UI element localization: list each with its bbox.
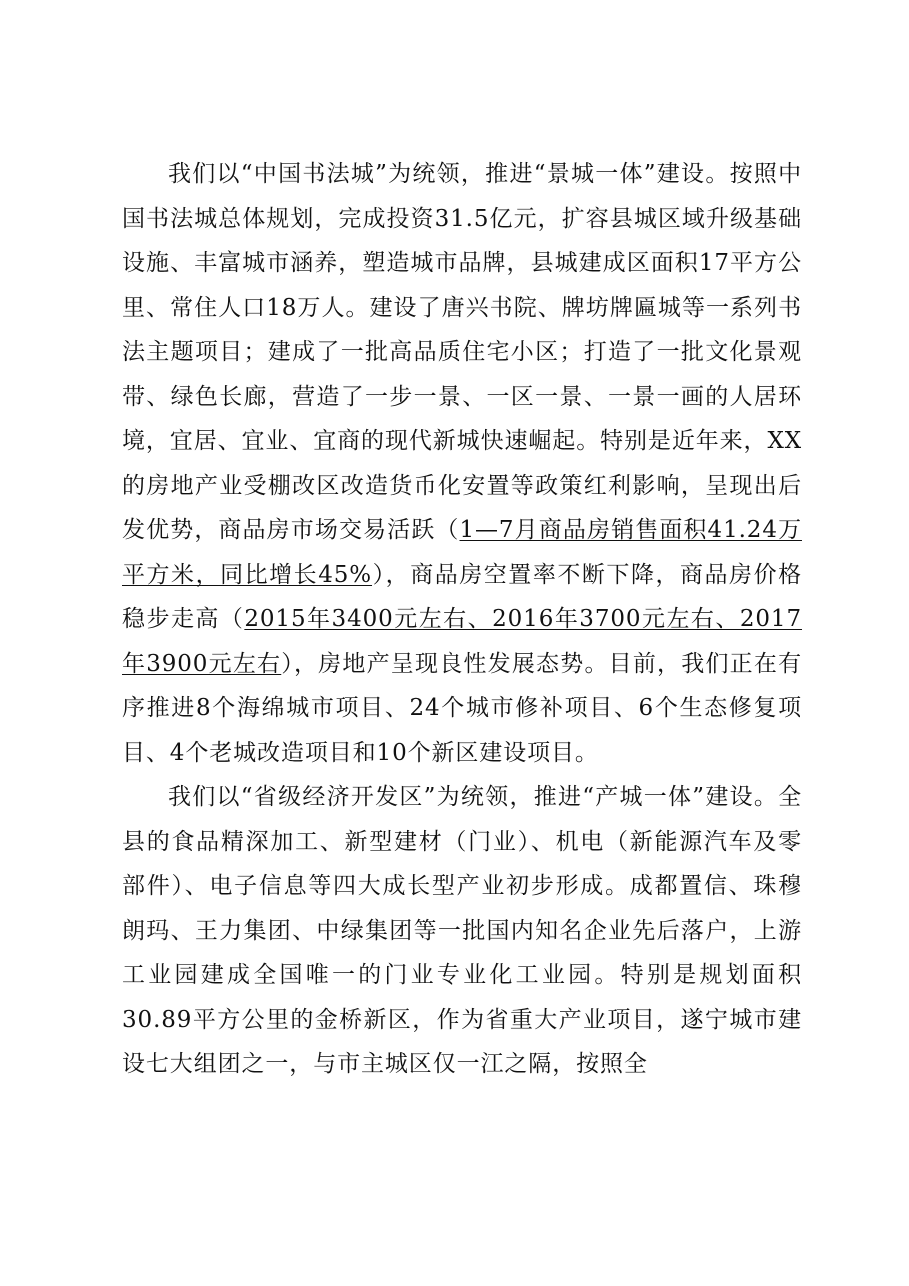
document-body [122,152,802,1087]
paragraph-text: ），商品房空置率不断下降，商品房价格稳步走高（ [122,561,802,632]
paragraph-text: 我们以“中国书法城”为统领，推进“景城一体”建设。按照中国书法城总体规划，完成投资31.5亿元，扩容县城区域升级基础设施、丰富城市涵养，塑造城市品牌，县城建成区面积17平方公里、常住人口18万人。建设了唐兴书院、牌坊牌匾城等一系列书法主题项目；建成了一批高品质住宅小区；打造了一批文化景观带、绿色长廊，营造了一步一景、一区一景、一景一画的人居环境，宜居、宜业、宜商的现代新城快速崛起。特别是近年来，XX的房地产业受棚改区改造货币化安置等政策红利影响，呈现出后发优势，商品房市场交易活跃（ [122,161,802,543]
sales-figure-underlined: 1—7月商品房销售面积41.24万平方米，同比增长45% [122,517,802,588]
paragraph-industrial-development [122,775,802,1087]
price-figure-underlined: 2015年3400元左右、2016年3700元左右、2017年3900元左右 [122,606,803,677]
paragraph-urban-construction [122,152,802,775]
paragraph-text: ），房地产呈现良性发展态势。目前，我们正在有序推进8个海绵城市项目、24个城市修补项目、6个生态修复项目、4个老城改造项目和10个新区建设项目。 [122,650,802,766]
paragraph-text: 我们以“省级经济开发区”为统领，推进“产城一体”建设。全县的食品精深加工、新型建材（门业）、机电（新能源汽车及零部件）、电子信息等四大成长型产业初步形成。成都置信、珠穆朗玛、王力集团、中绿集团等一批国内知名企业先后落户，上游工业园建成全国唯一的门业专业化工业园。特别是规划面积30.89平方公里的金桥新区，作为省重大产业项目，遂宁城市建设七大组团之一，与市主城区仅一江之隔，按照全 [122,784,802,1077]
